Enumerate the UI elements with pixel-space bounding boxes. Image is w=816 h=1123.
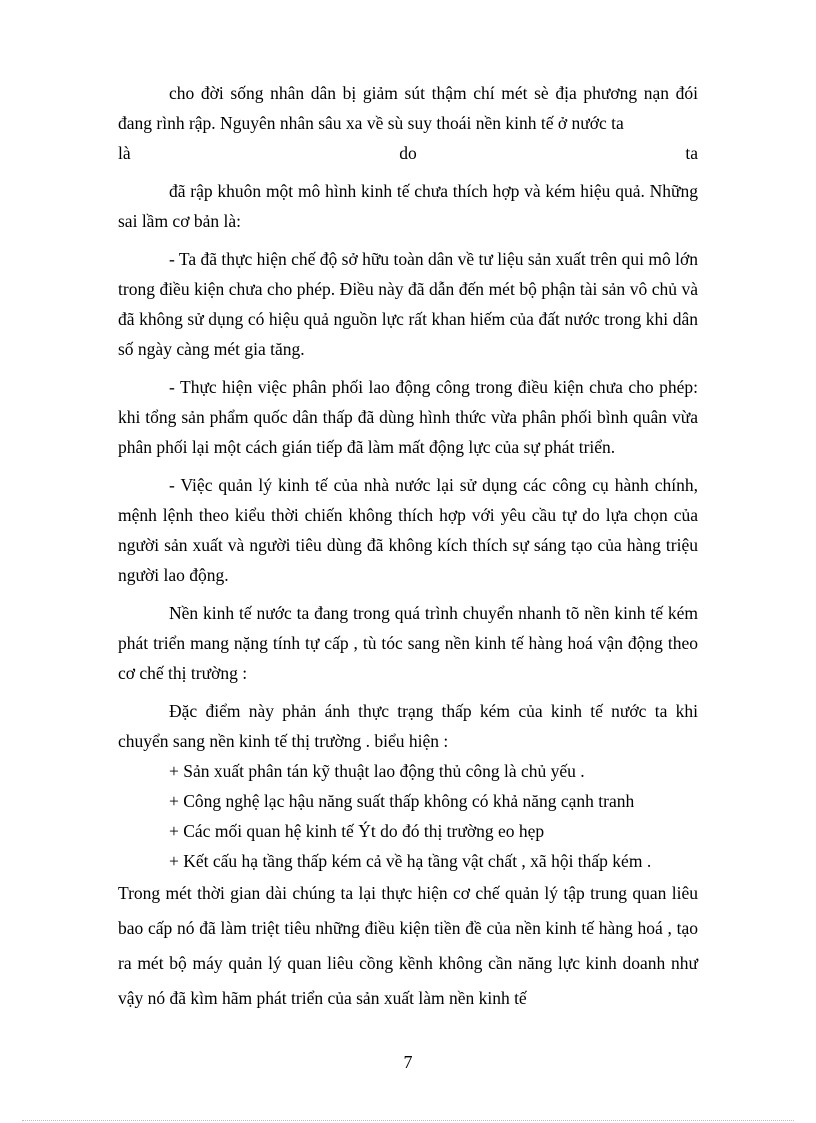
paragraph-1: cho đời sống nhân dân bị giảm sút thậm chí mét sè địa phương nạn đói đang rình rập. Nguyên nhân sâu xa về sù suy thoái nền kinh tế ở nước ta — [118, 83, 698, 133]
word-la: là — [118, 143, 131, 163]
plus-item-1: + Sản xuất phân tán kỹ thuật lao động thủ công là chủ yếu . — [169, 761, 585, 781]
plus-item-4: + Kết cấu hạ tầng thấp kém cả về hạ tầng vật chất , xã hội thấp kém . — [169, 851, 652, 871]
paragraph-3: Nền kinh tế nước ta đang trong quá trình chuyển nhanh tõ nền kinh tế kém phát triển mang nặng tính tự cấp , tù tóc sang nền kinh tế hàng hoá vận động theo cơ chế thị trường : — [118, 603, 698, 683]
paragraph-4: Đặc điểm này phản ánh thực trạng thấp kém của kinh tế nước ta khi chuyển sang nền kinh tế thị trường . biểu hiện : — [118, 701, 698, 751]
bullet-1: - Ta đã thực hiện chế độ sở hữu toàn dân về tư liệu sản xuất trên qui mô lớn trong điều kiện chưa cho phép. Điều này đã dẫn đến mét bộ phận tài sản vô chủ và đã không sử dụng có hiệu quả nguồn lực rất khan hiếm của đất nước trong khi dân số ngày càng mét gia tăng. — [118, 249, 698, 359]
paragraph-1-spread-line — [118, 138, 698, 168]
bullet-3: - Việc quản lý kinh tế của nhà nước lại sử dụng các công cụ hành chính, mệnh lệnh theo kiểu thời chiến không thích hợp với yêu cầu tự do lựa chọn của người sản xuất và người tiêu dùng đã không kích thích sự sáng tạo của hàng triệu người lao động. — [118, 475, 698, 585]
paragraph-5: Trong mét thời gian dài chúng ta lại thực hiện cơ chế quản lý tập trung quan liêu bao cấp nó đã làm triệt tiêu những điều kiện tiền đề của nền kinh tế hàng hoá , tạo ra mét bộ máy quản lý quan liêu cồng kềnh không cần năng lực kinh doanh như vậy nó đã kìm hãm phát triển của sản xuất làm nền kinh tế — [118, 883, 698, 1008]
word-ta: ta — [685, 143, 698, 163]
page-number: 7 — [403, 1052, 413, 1072]
document-body — [118, 78, 698, 1016]
bullet-2: - Thực hiện việc phân phối lao động công trong điều kiện chưa cho phép: khi tổng sản phẩm quốc dân thấp đã dùng hình thức vừa phân phối bình quân vừa phân phối lại một cách gián tiếp đã làm mất động lực của sự phát triển. — [118, 377, 698, 457]
word-do: do — [399, 143, 417, 163]
page-bottom-divider — [22, 1120, 794, 1121]
plus-item-2: + Công nghệ lạc hậu năng suất thấp không có khả năng cạnh tranh — [169, 791, 635, 811]
paragraph-2: đã rập khuôn một mô hình kinh tế chưa thích hợp và kém hiệu quả. Những sai lầm cơ bản là: — [118, 181, 698, 231]
plus-item-3: + Các mối quan hệ kinh tế Ýt do đó thị trường eo hẹp — [169, 821, 545, 841]
